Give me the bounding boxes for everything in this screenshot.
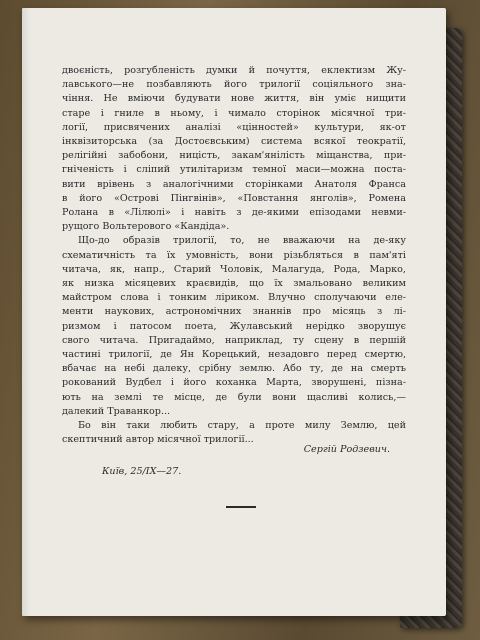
- text-line: двоєність, розгубленість думки й почуття, еклектизм Жу-: [62, 65, 406, 76]
- text-line: менти наукових, астрономічних знаннів про місяць з лі-: [62, 306, 406, 318]
- text-line: Ролана в «Лілюлі» і навіть з де-якими епізодами невми-: [62, 207, 406, 219]
- closing-rule: [226, 506, 256, 508]
- text-line: частині трилогії, де Ян Корецький, незадовго перед смертю,: [62, 349, 406, 361]
- text-line: далекий Траванкор...: [62, 405, 171, 417]
- author-signature: Сергій Родзевич.: [303, 444, 390, 455]
- text-line: чіння. Не вміючи будувати нове життя, він уміє нищити: [62, 93, 406, 105]
- text-line: рокований Вудбел і його коханка Марта, зворушені, пізна-: [62, 377, 406, 389]
- paragraph: [62, 234, 406, 419]
- text-line: Що-до образів трилогії, то, не вважаючи на де-яку: [78, 235, 406, 247]
- place-date: Київ, 25/IX—27.: [102, 466, 182, 477]
- text-line: читача, як, напр., Старий Чоловік, Малагуда, Рода, Марко,: [62, 263, 406, 275]
- text-line: ють на землі те місце, де були вони щасливі колись,—: [62, 391, 406, 403]
- text-line: свого читача. Пригадаймо, наприклад, ту сцену в першій: [62, 334, 406, 346]
- text-line: в його «Острові Пінгвінів», «Повстання янголів», Ромена: [62, 192, 406, 204]
- text-line: старе і гниле в ньому, і чимало сторінок місячної три-: [62, 107, 406, 119]
- book-page: [22, 8, 446, 616]
- text-line: логії, присвячених аналізі «цінностей» культури, як-от: [62, 121, 406, 133]
- text-line: рущого Вольтерового «Кандіда».: [62, 221, 230, 233]
- text-line: скептичний автор місячної трилогії...: [62, 434, 254, 446]
- paragraph: [62, 64, 406, 234]
- text-line: ризмом і патосом поета, Жулавський нерідко зворушує: [62, 320, 406, 332]
- text-line: вити врівень з аналогічними сторінками Анатоля Франса: [62, 178, 406, 190]
- body-text: [62, 64, 406, 447]
- text-line: вбачає на небі далеку, срібну землю. Або ту, де на смерть: [62, 363, 406, 375]
- text-line: як низка місяцевих краєвидів, що їх змальовано великим: [62, 278, 406, 290]
- text-line: лавського—не позбавляють його трилогії соціяльного зна-: [62, 79, 406, 91]
- text-line: Бо він таки любить стару, а проте милу Землю, цей: [78, 420, 406, 432]
- text-line: релігійні забобони, ницість, закам'янілість міщанства, при-: [62, 150, 406, 162]
- text-line: інквізиторська (за Достоєвським) система всякої теократії,: [62, 136, 406, 148]
- text-line: гніченість і сліпий утилітаризм темної маси—можна поста-: [62, 164, 406, 176]
- text-line: майстром слова і тонким ліриком. Влучно сполучаючи еле-: [62, 292, 406, 304]
- text-line: схематичність та їх умовність, вони різьбляться в пам'яті: [62, 249, 406, 261]
